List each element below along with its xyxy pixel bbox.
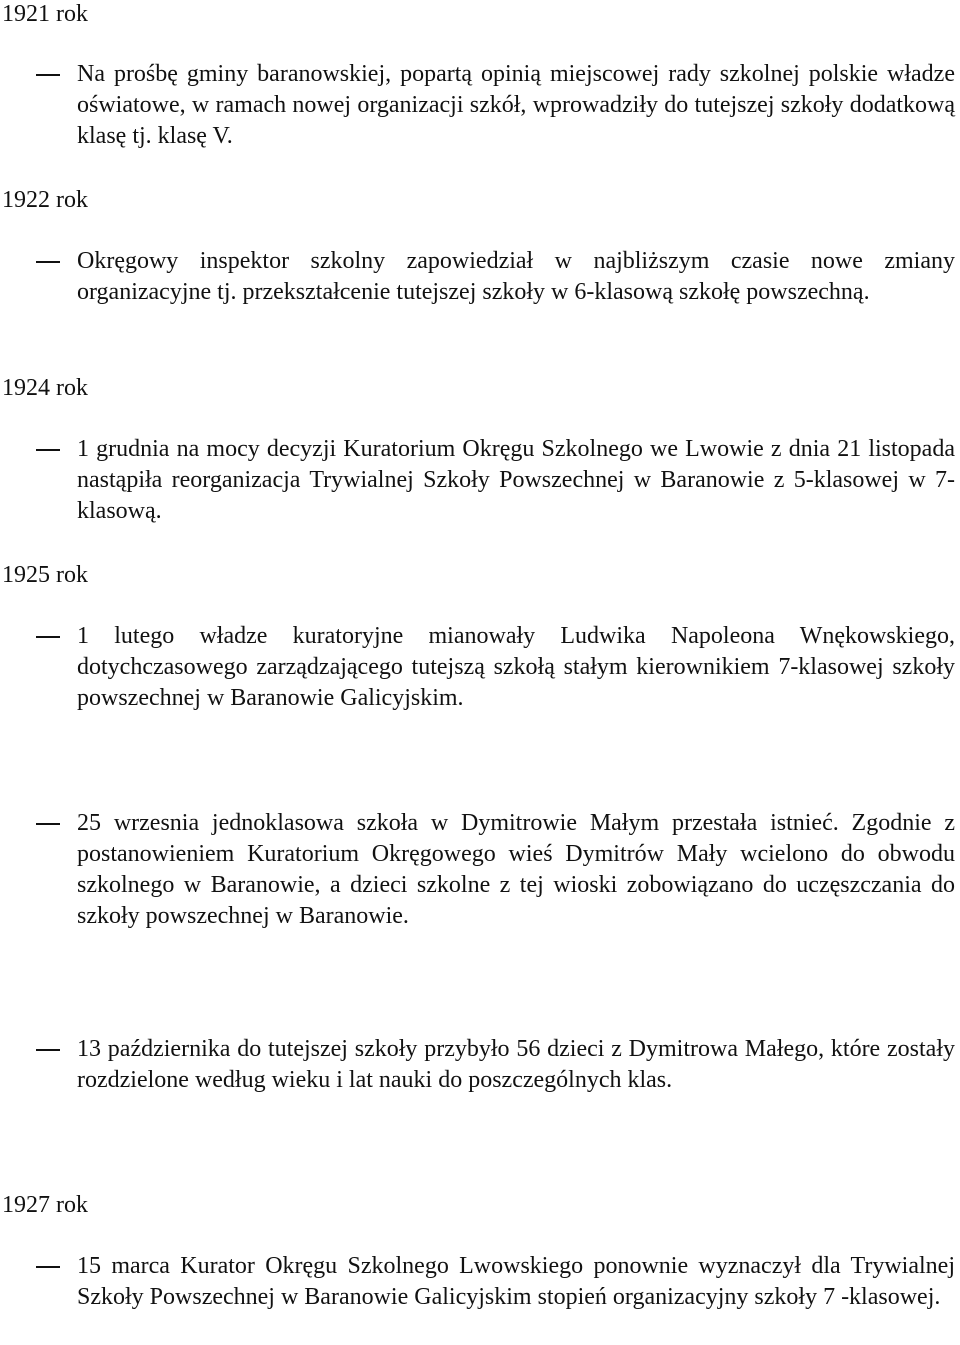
dash-bullet	[36, 261, 60, 263]
entry-text: 15 marca Kurator Okręgu Szkolnego Lwowskiego ponownie wyznaczył dla Trywialnej Szkoły Powszechnej w Baranowie Galicyjskim stopień organizacyjny szkoły 7 -klasowej.	[77, 1253, 955, 1310]
entry-text: 1 grudnia na mocy decyzji Kuratorium Okręgu Szkolnego we Lwowie z dnia 21 listopada nastąpiła reorganizacja Trywialnej Szkoły Powszechnej w Baranowie z 5-klasowej w 7-klasową.	[77, 436, 955, 524]
dash-bullet	[36, 1049, 60, 1051]
entry-text: 1 lutego władze kuratoryjne mianowały Ludwika Napoleona Wnękowskiego, dotychczasowego zarządzającego tutejszą szkołą stałym kierownikiem 7-klasowej szkoły powszechnej w Baranowie Galicyjskim.	[77, 623, 955, 711]
year-heading-1927: 1927 rok	[2, 1192, 88, 1218]
entry-text: Na prośbę gminy baranowskiej, popartą opinią miejscowej rady szkolnej polskie władze oświatowe, w ramach nowej organizacji szkół, wprowadziły do tutejszej szkoły dodatkową klasę tj. klasę V.	[77, 61, 955, 149]
entry-text: 13 października do tutejszej szkoły przybyło 56 dzieci z Dymitrowa Małego, które zostały rozdzielone według wieku i lat nauki do poszczególnych klas.	[77, 1036, 955, 1093]
entry-text: 25 wrzesnia jednoklasowa szkoła w Dymitrowie Małym przestała istnieć. Zgodnie z postanowieniem Kuratorium Okręgowego wieś Dymitrów Mały wcielono do obwodu szkolnego w Baranowie, a dzieci szkolne z tej wioski zobowiązano do uczęszczania do szkoły powszechnej w Baranowie.	[77, 810, 955, 929]
dash-bullet	[36, 636, 60, 638]
dash-bullet	[36, 449, 60, 451]
dash-bullet	[36, 823, 60, 825]
dash-bullet	[36, 74, 60, 76]
year-heading-1921: 1921 rok	[2, 1, 88, 27]
year-heading-1922: 1922 rok	[2, 187, 88, 213]
entry-text: Okręgowy inspektor szkolny zapowiedział w najbliższym czasie nowe zmiany organizacyjne tj. przekształcenie tutejszej szkoły w 6-klasową szkołę powszechną.	[77, 248, 955, 305]
year-heading-1925: 1925 rok	[2, 562, 88, 588]
dash-bullet	[36, 1266, 60, 1268]
year-heading-1924: 1924 rok	[2, 375, 88, 401]
